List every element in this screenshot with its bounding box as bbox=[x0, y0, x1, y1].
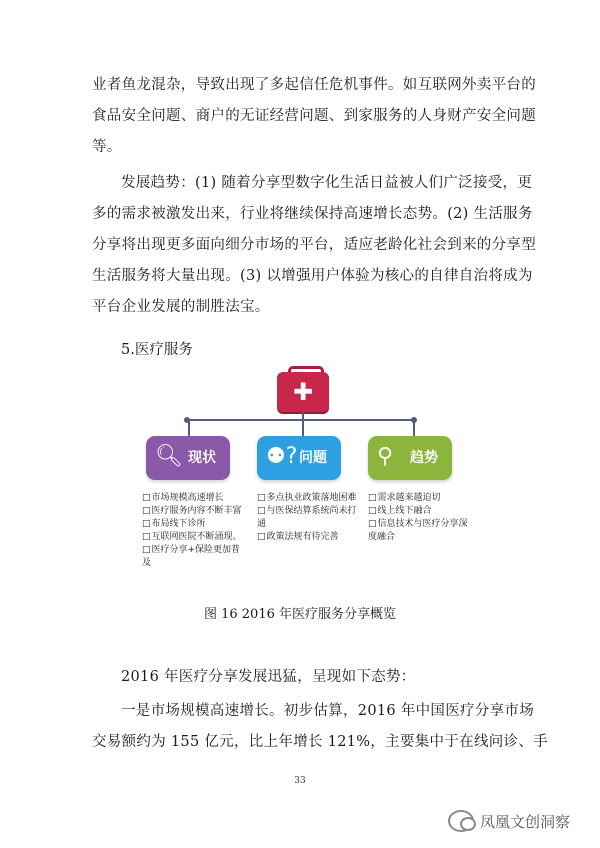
medical-service-diagram bbox=[136, 372, 466, 602]
tree-connector bbox=[188, 420, 190, 436]
medical-kit-icon: ✚ bbox=[277, 372, 329, 412]
paragraph-line: 交易额约为 155 亿元，比上年增长 121%，主要集中于在线问诊、手 bbox=[92, 734, 548, 750]
list-item: □ 需求越来越迫切 bbox=[368, 492, 473, 505]
pill-label: 趋势 bbox=[410, 450, 438, 466]
wechat-icon bbox=[448, 810, 474, 832]
paragraph-line: 食品安全问题、商户的无证经营问题、到家服务的人身财产安全问题 bbox=[92, 108, 536, 124]
list-item: □ 与医保结算系统尚未打通 bbox=[257, 505, 362, 531]
paragraph-4 bbox=[92, 696, 548, 758]
paragraph-line: 分享将出现更多面向细分市场的平台，适应老龄化社会到来的分享型 bbox=[92, 237, 536, 253]
list-item: □ 医疗分享+保险更加普及 bbox=[142, 544, 242, 570]
paragraph-line: 多的需求被激发出来，行业将继续保持高速增长态势。(2) 生活服务 bbox=[92, 206, 533, 222]
tree-connector bbox=[187, 419, 414, 421]
figure-caption: 图 16 2016 年医疗服务分享概览 bbox=[203, 607, 397, 622]
status-list bbox=[142, 492, 242, 570]
tree-connector bbox=[302, 420, 304, 436]
paragraph-line: 业者鱼龙混杂，导致出现了多起信任危机事件。如互联网外卖平台的 bbox=[92, 77, 536, 93]
watermark-text: 凤凰文创洞察 bbox=[479, 812, 570, 831]
watermark bbox=[448, 810, 570, 832]
people-question-icon: ⚉? bbox=[266, 444, 298, 469]
telescope-icon: ⚲ bbox=[377, 444, 394, 469]
list-item: □ 政策法规有待完善 bbox=[257, 531, 362, 544]
paragraph-line: 2016 年医疗分享发展迅猛，呈现如下态势： bbox=[121, 669, 416, 685]
list-item: □ 信息技术与医疗分享深度融合 bbox=[368, 518, 473, 544]
tree-connector bbox=[413, 420, 415, 436]
page-number: 33 bbox=[294, 776, 306, 786]
list-item: □ 线上线下融合 bbox=[368, 505, 473, 518]
paragraph-line: 生活服务将大量出现。(3) 以增强用户体验为核心的自律自治将成为 bbox=[92, 268, 533, 284]
list-item: □ 多点执业政策落地困难 bbox=[257, 492, 362, 505]
list-item: □ 互联网医院不断涌现。 bbox=[142, 531, 242, 544]
paragraph-3 bbox=[92, 662, 520, 693]
paragraph-line: 发展趋势：(1) 随着分享型数字化生活日益被人们广泛接受，更 bbox=[121, 175, 533, 191]
trend-list bbox=[368, 492, 473, 544]
paragraph-2 bbox=[92, 168, 536, 323]
section-heading: 5.医疗服务 bbox=[121, 342, 193, 358]
paragraph-1 bbox=[92, 70, 536, 163]
paragraph-line: 一是市场规模高速增长。初步估算，2016 年中国医疗分享市场 bbox=[121, 703, 535, 719]
list-item: □ 市场规模高速增长 bbox=[142, 492, 242, 505]
pill-label: 问题 bbox=[299, 450, 327, 466]
pill-label: 现状 bbox=[188, 450, 216, 466]
problem-list bbox=[257, 492, 362, 544]
problem-pill bbox=[257, 436, 341, 480]
list-item: □ 布局线下诊所 bbox=[142, 518, 242, 531]
magnifier-icon: 🔍︎ bbox=[155, 444, 183, 469]
paragraph-line: 等。 bbox=[92, 139, 122, 155]
list-item: □ 医疗服务内容不断丰富 bbox=[142, 505, 242, 518]
status-pill bbox=[146, 436, 230, 480]
trend-pill bbox=[368, 436, 452, 480]
paragraph-line: 平台企业发展的制胜法宝。 bbox=[92, 299, 270, 315]
